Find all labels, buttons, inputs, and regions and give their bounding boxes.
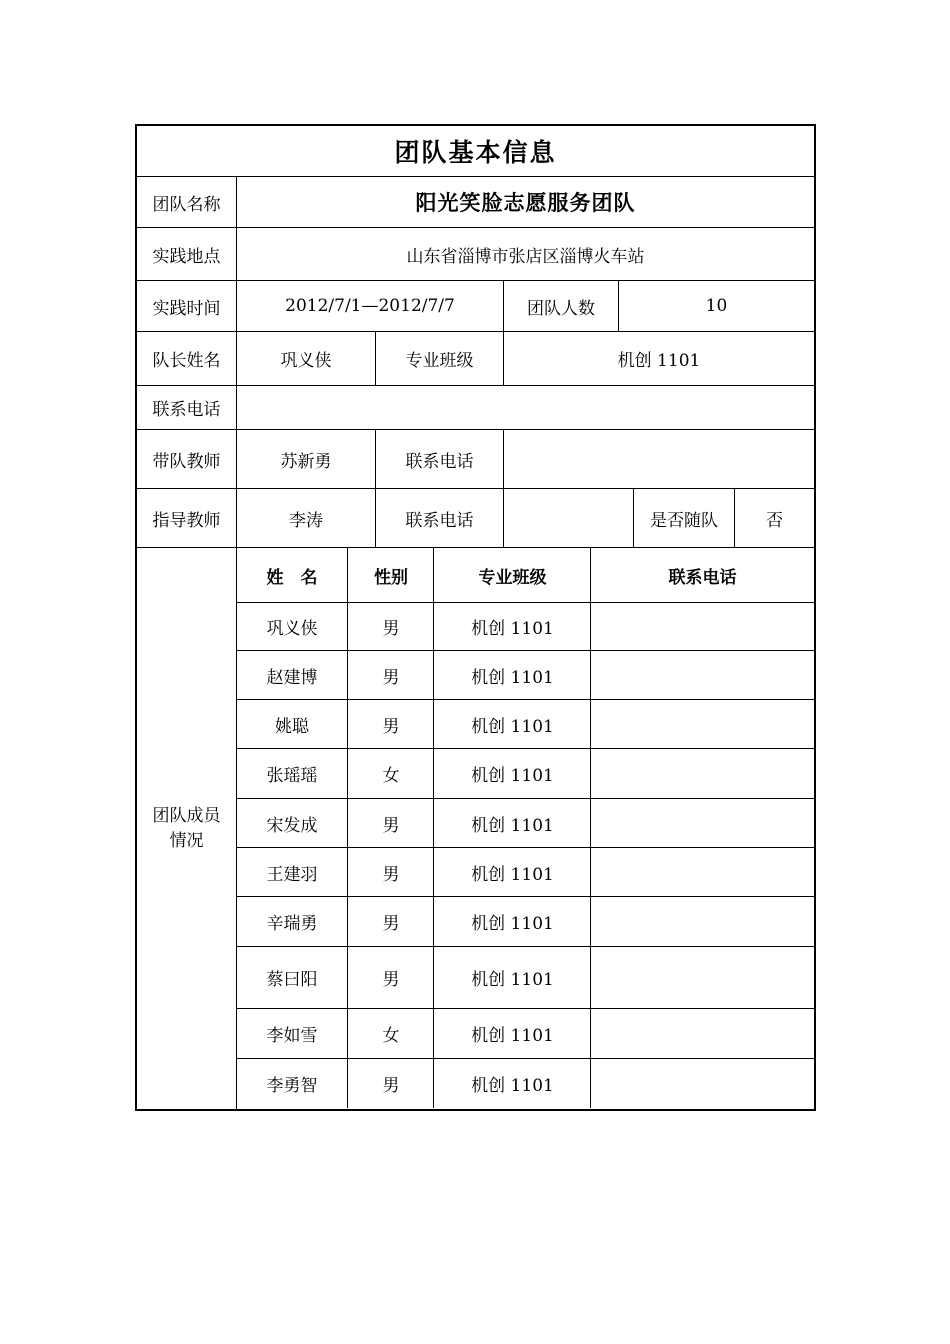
table-row	[237, 651, 814, 700]
member-major: 机创 1101	[433, 897, 591, 946]
time-row	[135, 281, 816, 332]
table-row	[237, 1059, 814, 1108]
time-label: 实践时间	[152, 298, 221, 319]
member-name: 宋发成	[266, 815, 318, 836]
leader-major-value: 机创 1101	[503, 332, 814, 385]
phone-label: 联系电话	[152, 400, 221, 420]
member-phone	[590, 700, 814, 748]
member-phone	[590, 1009, 814, 1058]
member-phone	[590, 651, 814, 699]
header-phone: 联系电话	[590, 548, 814, 602]
member-phone	[590, 749, 814, 798]
table-row	[237, 603, 814, 651]
header-major: 专业班级	[433, 548, 591, 602]
leader-row	[135, 332, 816, 386]
title-row	[135, 124, 816, 177]
members-label	[137, 548, 236, 1109]
header-gender: 性别	[347, 548, 434, 602]
guide-teacher-phone-label: 联系电话	[375, 489, 503, 547]
member-phone	[590, 799, 814, 847]
leader-label: 队长姓名	[152, 351, 221, 371]
member-name: 巩义侠	[266, 619, 318, 639]
team-name-row	[135, 177, 816, 228]
member-gender: 男	[347, 848, 434, 896]
member-gender: 女	[347, 1009, 434, 1058]
member-major: 机创 1101	[433, 1059, 591, 1108]
member-gender: 男	[347, 1059, 434, 1108]
location-row	[135, 228, 816, 281]
table-row	[237, 848, 814, 897]
phone-value	[236, 386, 814, 429]
member-gender: 男	[347, 700, 434, 748]
member-phone	[590, 1059, 814, 1108]
member-major: 机创 1101	[433, 848, 591, 896]
member-phone	[590, 603, 814, 650]
member-major: 机创 1101	[433, 700, 591, 748]
members-section	[135, 548, 816, 1111]
member-name: 姚聪	[275, 716, 309, 737]
header-name: 姓 名	[266, 567, 318, 588]
team-count-value: 10	[618, 281, 814, 331]
lead-teacher-phone-label: 联系电话	[375, 430, 503, 488]
member-name: 赵建博	[266, 667, 318, 688]
member-major: 机创 1101	[433, 749, 591, 798]
team-name-label: 团队名称	[152, 194, 221, 215]
member-major: 机创 1101	[433, 947, 591, 1008]
leader-name: 巩义侠	[236, 332, 375, 385]
member-phone	[590, 897, 814, 946]
time-value: 2012/7/1—2012/7/7	[236, 281, 503, 331]
location-value: 山东省淄博市张店区淄博火车站	[236, 228, 814, 280]
members-label-line2: 情况	[169, 830, 204, 851]
member-gender: 女	[347, 749, 434, 798]
table-row	[237, 947, 814, 1009]
guide-teacher-phone-value	[503, 489, 633, 547]
accompany-label: 是否随队	[633, 489, 734, 547]
page-title: 团队基本信息	[394, 138, 557, 167]
phone-row	[135, 386, 816, 430]
team-name-value: 阳光笑脸志愿服务团队	[236, 177, 814, 227]
leader-major-label: 专业班级	[375, 332, 503, 385]
members-header-row	[237, 548, 814, 603]
guide-teacher-name: 李涛	[236, 489, 375, 547]
team-count-label: 团队人数	[503, 281, 618, 331]
member-name: 辛瑞勇	[266, 914, 318, 934]
member-gender: 男	[347, 947, 434, 1008]
table-row	[237, 1009, 814, 1059]
member-name: 张瑶瑶	[266, 766, 318, 786]
member-name: 李勇智	[266, 1076, 318, 1096]
table-row	[237, 700, 814, 749]
members-table	[236, 548, 814, 1109]
member-gender: 男	[347, 603, 434, 650]
lead-teacher-label: 带队教师	[152, 451, 221, 472]
lead-teacher-name: 苏新勇	[236, 430, 375, 488]
member-major: 机创 1101	[433, 1009, 591, 1058]
table-row	[237, 749, 814, 799]
table-row	[237, 799, 814, 848]
member-major: 机创 1101	[433, 799, 591, 847]
member-name: 李如雪	[266, 1026, 318, 1046]
member-phone	[590, 947, 814, 1008]
location-label: 实践地点	[152, 246, 221, 267]
member-gender: 男	[347, 651, 434, 699]
member-major: 机创 1101	[433, 651, 591, 699]
member-phone	[590, 848, 814, 896]
guide-teacher-row	[135, 489, 816, 548]
team-info-sheet	[135, 124, 816, 1111]
guide-teacher-label: 指导教师	[152, 510, 221, 531]
member-major: 机创 1101	[433, 603, 591, 650]
table-row	[237, 897, 814, 947]
member-gender: 男	[347, 897, 434, 946]
lead-teacher-row	[135, 430, 816, 489]
member-name: 王建羽	[266, 864, 318, 885]
member-gender: 男	[347, 799, 434, 847]
accompany-value: 否	[734, 489, 814, 547]
member-name: 蔡曰阳	[266, 970, 318, 990]
members-label-line1: 团队成员	[152, 805, 221, 826]
lead-teacher-phone-value	[503, 430, 814, 488]
